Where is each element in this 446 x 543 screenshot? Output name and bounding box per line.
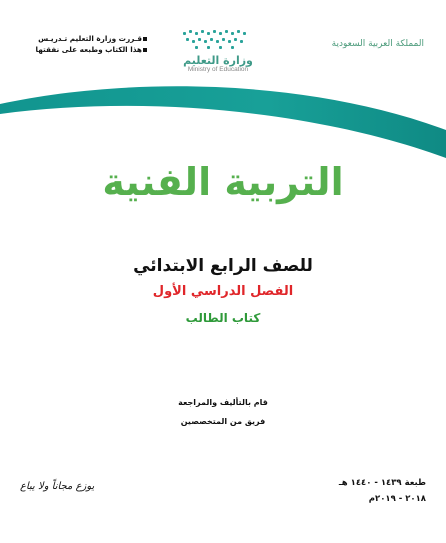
edition-label: طبعة ١٤٣٩ - ١٤٤٠ هـ (338, 478, 426, 488)
ministry-name-arabic: وزارة التعليم (183, 54, 253, 67)
ministry-logo-icon (181, 28, 253, 52)
declaration-line-2: هذا الكتاب وطبعه على نفقتها (35, 45, 142, 54)
ministry-name-english: Ministry of Education (187, 66, 249, 73)
semester-label: الفصل الدراسي الأول (152, 284, 294, 299)
grade-label: للصف الرابع الابتدائي (133, 256, 313, 276)
free-distribution-label: يوزع مجاناً ولا يباع (20, 481, 95, 492)
swoosh-band (0, 72, 446, 172)
book-title: التربية الفنية (102, 160, 344, 204)
bullet-square-icon (143, 48, 147, 52)
kingdom-label: المملكة العربية السعودية (331, 39, 424, 49)
book-type-label: كتاب الطالب (185, 311, 261, 325)
team-label: فريق من المتخصصين (180, 417, 266, 426)
edition-years-label: ٢٠١٨ - ٢٠١٩م (368, 494, 426, 504)
authors-label: قام بالتأليف والمراجعة (178, 398, 268, 407)
declaration-line-1: قـررت وزارة التعليم تـدريـس (38, 34, 142, 43)
bullet-square-icon (143, 37, 147, 41)
declaration-block (14, 33, 142, 55)
